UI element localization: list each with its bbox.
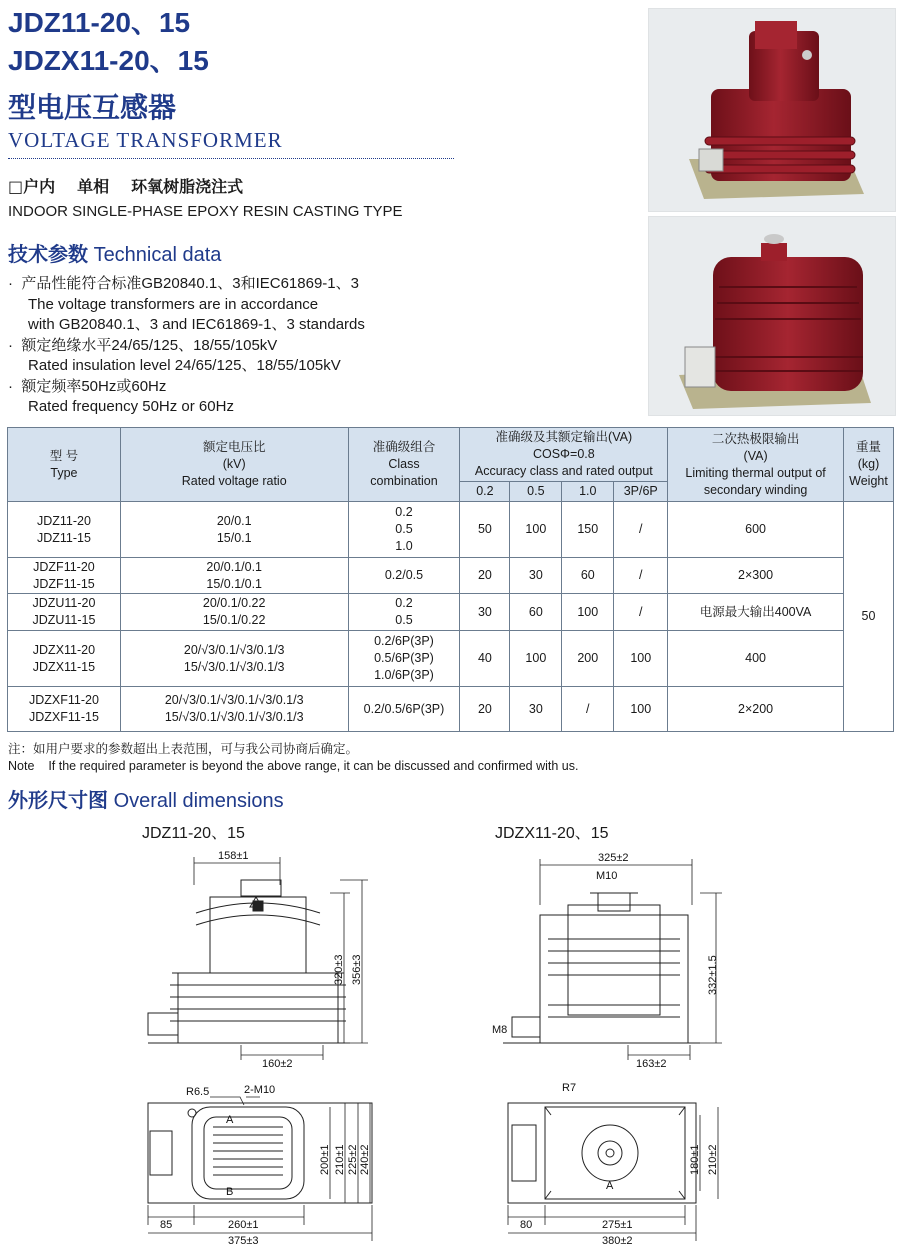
dim-163: 163±2	[636, 1058, 667, 1070]
dim-158: 158±1	[218, 850, 249, 862]
drawing-title-left: JDZ11-20、15	[142, 825, 245, 842]
dimensions-heading-en: Overall dimensions	[113, 790, 284, 812]
table-row: JDZF11-20 JDZF11-15 20/0.1/0.1 15/0.1/0.1 0.2/0.5 20 30 60 / 2×300	[8, 558, 894, 594]
note-en: If the required parameter is beyond the above range, it can be discussed and confirmed with us.	[48, 759, 579, 773]
dim-225: 225±2	[347, 1144, 359, 1175]
label-b: B	[226, 1186, 234, 1198]
dim-260: 260±1	[228, 1219, 259, 1231]
model-title-1: JDZ11-20、15	[8, 7, 191, 38]
table-row: JDZXF11-20 JDZXF11-15 20/√3/0.1/√3/0.1/√3/0.1/3 15/√3/0.1/√3/0.1/√3/0.1/3 0.2/0.5/6P(3P) 20 30 / 100 2×200	[8, 687, 894, 732]
product-title-en: VOLTAGE TRANSFORMER	[8, 128, 283, 152]
dimension-drawings	[0, 845, 900, 1245]
dim-160: 160±2	[262, 1058, 293, 1070]
technical-heading-cn: 技术参数	[8, 242, 88, 266]
features-en: INDOOR SINGLE-PHASE EPOXY RESIN CASTING TYPE	[8, 203, 403, 220]
technical-heading-en: Technical data	[93, 244, 222, 266]
th-acc-02: 0.2	[460, 482, 510, 502]
dim-m8: M8	[492, 1024, 508, 1036]
product-photo-jdz11	[648, 8, 896, 212]
label-a: A	[226, 1114, 234, 1126]
spec-table	[7, 427, 894, 732]
bullet-2-cn: 额定绝缘水平24/65/125、18/55/105kV	[21, 336, 278, 354]
dim-210: 210±1	[334, 1144, 346, 1175]
dim-275: 275±1	[602, 1219, 633, 1231]
title-divider	[8, 158, 454, 159]
model-title-2: JDZX11-20、15	[8, 45, 209, 76]
th-accuracy: 准确级及其额定输出(VA) COSΦ=0.8 Accuracy class and rated output	[460, 428, 668, 482]
dim-r7: R7	[562, 1082, 577, 1094]
notes	[8, 741, 578, 775]
th-thermal: 二次热极限输出 (VA) Limiting thermal output of secondary winding	[668, 428, 844, 502]
bullet-3-en: Rated frequency 50Hz or 60Hz	[28, 398, 234, 415]
feature-single-phase: 单相	[77, 177, 110, 196]
features-cn	[8, 174, 265, 197]
dim-325: 325±2	[598, 852, 629, 864]
feature-indoor: □户内	[8, 177, 56, 196]
right-front-view	[503, 893, 700, 1043]
th-class: 准确级组合 Class combination	[348, 428, 460, 502]
th-ratio: 额定电压比 (kV) Rated voltage ratio	[120, 428, 348, 502]
dim-2m10: 2-M10	[244, 1084, 276, 1096]
bullet-1-en-b: with GB20840.1、3 and IEC61869-1、3 standards	[28, 316, 365, 333]
dimensions-heading-cn: 外形尺寸图	[8, 788, 108, 812]
dimensions-heading	[8, 784, 284, 813]
th-acc-10: 1.0	[562, 482, 614, 502]
left-front-view	[148, 880, 346, 1043]
dim-200: 200±1	[319, 1144, 331, 1175]
product-photo-jdzx11	[648, 216, 896, 416]
table-row: JDZ11-20 JDZ11-15 20/0.1 15/0.1 0.2 0.5 1.0 50 100 150 / 600 50	[8, 502, 894, 558]
table-row: JDZX11-20 JDZX11-15 20/√3/0.1/√3/0.1/3 15/√3/0.1/√3/0.1/3 0.2/6P(3P) 0.5/6P(3P) 1.0/6P(3P) 40 100 200 100 400	[8, 631, 894, 687]
bullet-mark: ·	[8, 275, 13, 292]
th-type: 型 号 Type	[8, 428, 121, 502]
dim-356: 356±3	[351, 954, 363, 985]
weight-cell: 50	[843, 502, 893, 732]
bullet-2-en: Rated insulation level 24/65/125、18/55/105kV	[28, 357, 341, 374]
bullet-1-cn: 产品性能符合标准GB20840.1、3和IEC61869-1、3	[21, 275, 359, 292]
th-acc-05: 0.5	[510, 482, 562, 502]
note-en-label: Note	[8, 759, 35, 773]
dim-m10: M10	[596, 870, 618, 882]
dim-210-right: 210±2	[707, 1144, 719, 1175]
drawing-title-right: JDZX11-20、15	[495, 825, 609, 842]
right-plan-view	[508, 1103, 696, 1203]
dim-240: 240±2	[359, 1144, 371, 1175]
bullet-mark: ·	[8, 377, 13, 395]
dim-r65: R6.5	[186, 1086, 210, 1098]
right-front-dims	[540, 859, 722, 1060]
dim-180: 180±1	[689, 1144, 701, 1175]
product-title-cn: 型电压互感器	[8, 91, 177, 124]
dim-380: 380±2	[602, 1235, 633, 1245]
label-a-right: A	[606, 1180, 614, 1192]
dim-320: 320±3	[333, 954, 345, 985]
table-row: JDZU11-20 JDZU11-15 20/0.1/0.22 15/0.1/0.22 0.2 0.5 30 60 100 / 电源最大输出400VA	[8, 594, 894, 631]
th-weight: 重量 (kg) Weight	[843, 428, 893, 502]
bullet-3-cn: 额定频率50Hz或60Hz	[21, 377, 167, 395]
dim-332: 332±1.5	[707, 955, 719, 995]
th-acc-3p6p: 3P/6P	[614, 482, 668, 502]
dim-375: 375±3	[228, 1235, 259, 1245]
technical-heading	[8, 238, 221, 267]
bullet-mark: ·	[8, 336, 13, 354]
technical-bullets	[8, 274, 365, 418]
bullet-1-en-a: The voltage transformers are in accordance	[28, 295, 319, 313]
feature-epoxy: 环氧树脂浇注式	[131, 177, 244, 196]
dim-85: 85	[160, 1219, 173, 1231]
note-cn: 注：如用户要求的参数超出上表范围，可与我公司协商后确定。	[8, 742, 359, 756]
dim-80: 80	[520, 1219, 533, 1231]
